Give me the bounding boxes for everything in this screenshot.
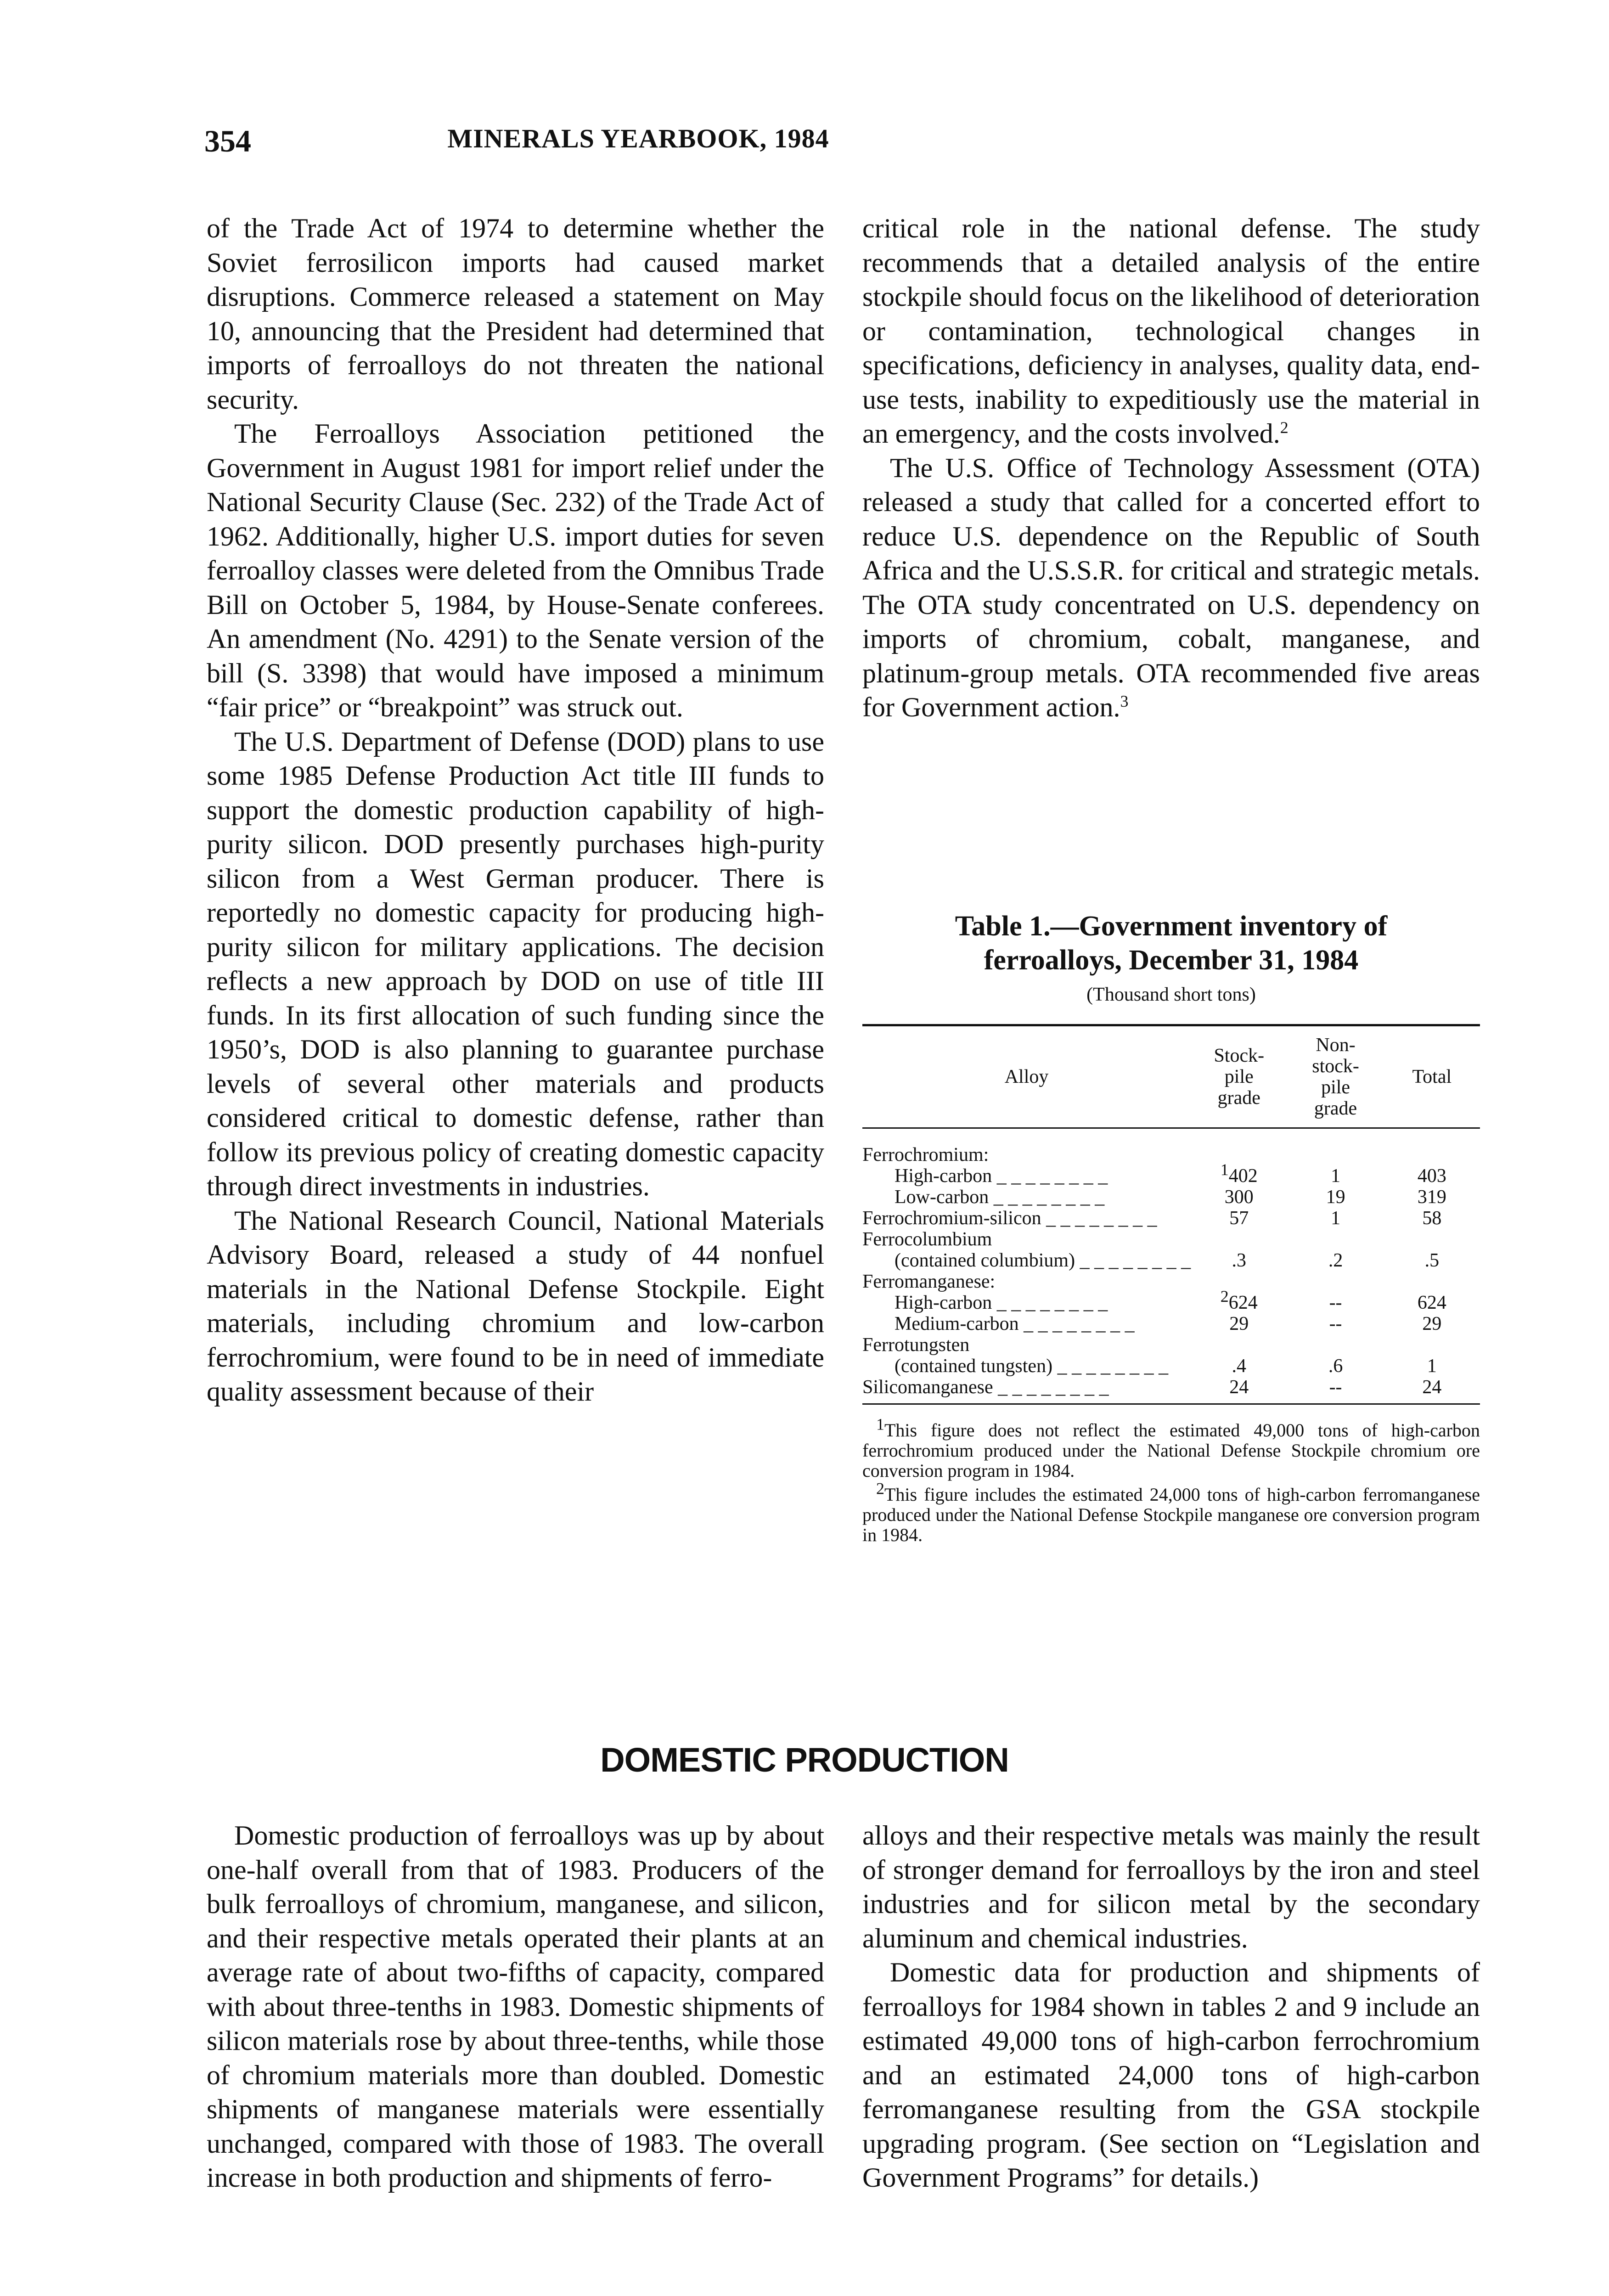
table-block xyxy=(862,909,1480,1549)
cell-value: -- xyxy=(1329,1377,1342,1398)
value-total xyxy=(1384,1250,1480,1271)
dot-leader: _ _ _ _ _ _ _ _ xyxy=(1041,1208,1157,1229)
alloy-cell xyxy=(862,1250,1191,1271)
dot-leader: _ _ _ _ _ _ _ _ xyxy=(1075,1250,1191,1271)
footnote-ref: 2 xyxy=(1280,418,1288,437)
value-stockpile xyxy=(1191,1208,1287,1229)
table-row xyxy=(862,1165,1480,1187)
table-row xyxy=(862,1250,1480,1271)
alloy-name: Ferrochromium: xyxy=(862,1144,989,1165)
footnote-ref: 2 xyxy=(1220,1287,1229,1306)
alloy-name: Ferrotungsten xyxy=(862,1334,970,1356)
table-row xyxy=(862,1187,1480,1208)
paragraph-text: critical role in the national defense. The study recommends that a detailed analysis of the entire stockpile should focus on the likelihood of deterioration or contamination, technological changes in specifications, deficiency in analyses, quality data, end-use tests, inability to expeditiously use the material in an emergency, and the costs involved. xyxy=(862,213,1480,449)
cell-value: 1 xyxy=(1331,1208,1341,1229)
dot-leader: _ _ _ _ _ _ _ _ xyxy=(992,1292,1108,1313)
value-stockpile xyxy=(1191,1356,1287,1377)
paragraph: The Ferroalloys Association petitioned the Government in August 1981 for import relief under the National Security Clause (Sec. 232) of the Trade Act of 1962. Additionally, higher U.S. import duties for seven ferroalloy classes were deleted from the Omnibus Trade Bill on October 5, 1984, by House-Senate conferees. An amendment (No. 4291) to the Senate version of the bill (S. 3398) that would have imposed a minimum “fair price” or “breakpoint” was struck out. xyxy=(207,418,824,722)
alloy-cell xyxy=(862,1229,1191,1250)
cell-value: .3 xyxy=(1232,1250,1247,1271)
value-non xyxy=(1288,1334,1384,1356)
page-header xyxy=(204,123,1072,164)
value-non xyxy=(1288,1356,1384,1377)
footnote-text: This figure does not reflect the estimated 49,000 tons of high-carbon ferrochromium produced under the National Defense Stockpile chromium ore conversion program in 1984. xyxy=(862,1420,1480,1481)
alloy-name: Ferrocolumbium xyxy=(862,1229,992,1250)
value-stockpile xyxy=(1191,1313,1287,1334)
value-non xyxy=(1288,1128,1384,1166)
alloy-cell xyxy=(862,1334,1191,1356)
table-title-line: Table 1.—Government inventory of xyxy=(955,911,1388,942)
header-nonstockpile-grade: Non- stock- pile grade xyxy=(1312,1035,1359,1119)
alloy-name: High-carbon xyxy=(895,1292,992,1313)
dot-leader: _ _ _ _ _ _ _ _ xyxy=(989,1187,1105,1208)
alloy-name: (contained tungsten) xyxy=(895,1356,1053,1377)
value-stockpile xyxy=(1191,1334,1287,1356)
alloy-name: High-carbon xyxy=(895,1165,992,1187)
cell-value: .2 xyxy=(1328,1250,1343,1271)
value-non xyxy=(1288,1250,1384,1271)
column-top-right xyxy=(862,211,1480,725)
table-row xyxy=(862,1377,1480,1404)
table-title xyxy=(862,909,1480,977)
value-stockpile xyxy=(1191,1160,1287,1187)
alloy-name: Low-carbon xyxy=(895,1187,989,1208)
dot-leader: _ _ _ _ _ _ _ _ xyxy=(993,1377,1109,1398)
header-stockpile-grade: Stock- pile grade xyxy=(1214,1045,1265,1109)
table-row xyxy=(862,1292,1480,1313)
footnote-mark: 1 xyxy=(876,1415,884,1434)
table-row xyxy=(862,1229,1480,1250)
footnote-ref: 3 xyxy=(1120,692,1129,710)
section-heading: DOMESTIC PRODUCTION xyxy=(600,1741,1009,1779)
value-non xyxy=(1288,1313,1384,1334)
value-non xyxy=(1288,1165,1384,1187)
value-stockpile xyxy=(1191,1377,1287,1404)
cell-value: 300 xyxy=(1224,1187,1254,1208)
alloy-cell xyxy=(862,1271,1191,1292)
table-row xyxy=(862,1271,1480,1292)
alloy-cell xyxy=(862,1128,1191,1166)
alloy-cell xyxy=(862,1187,1191,1208)
cell-value: 24 xyxy=(1422,1377,1442,1398)
value-total xyxy=(1384,1208,1480,1229)
table-footnotes xyxy=(862,1415,1480,1545)
header-total: Total xyxy=(1412,1066,1452,1087)
cell-value: 402 xyxy=(1228,1165,1258,1187)
alloy-name: Medium-carbon xyxy=(895,1313,1019,1334)
paragraph: Domestic production of ferroalloys was up by about one-half overall from that of 1983. Producers of the bulk ferroalloys of chromium, manganese, and silicon, and their respective metals operated their plants at an average rate of about two-fifths of capacity, compared with about three-tenths in 1983. Domestic shipments of silicon materials rose by about three-tenths, while those of chromium materials more than doubled. Domestic shipments of manganese materials were essentially unchanged, compared with those of 1983. The overall increase in both production and shipments of ferro- xyxy=(207,1820,824,2193)
value-non xyxy=(1288,1292,1384,1313)
dot-leader: _ _ _ _ _ _ _ _ xyxy=(992,1165,1108,1187)
paragraph xyxy=(862,211,1480,451)
value-non xyxy=(1288,1271,1384,1292)
running-title: MINERALS YEARBOOK, 1984 xyxy=(447,124,829,153)
value-stockpile xyxy=(1191,1229,1287,1250)
value-total xyxy=(1384,1128,1480,1166)
page-number: 354 xyxy=(204,124,251,158)
value-non xyxy=(1288,1229,1384,1250)
footnote-text: This figure includes the estimated 24,000 tons of high-carbon ferromanganese produced under the National Defense Stockpile manganese ore conversion program in 1984. xyxy=(862,1484,1480,1545)
column-top-left xyxy=(207,211,824,1409)
value-total xyxy=(1384,1313,1480,1334)
alloy-name: (contained columbium) xyxy=(895,1250,1075,1271)
footnote-ref: 1 xyxy=(1220,1160,1229,1179)
value-total xyxy=(1384,1377,1480,1404)
inventory-table xyxy=(862,1024,1480,1405)
cell-value: .5 xyxy=(1424,1250,1440,1271)
value-total xyxy=(1384,1165,1480,1187)
paragraph: The National Research Council, National Materials Advisory Board, released a study of 44 nonfuel materials in the National Defense Stockpile. Eight materials, including chromium and low-carbon ferrochromium, were found to be in need of immediate quality assessment because of their xyxy=(207,1205,824,1407)
alloy-cell xyxy=(862,1377,1191,1404)
table-subtitle: (Thousand short tons) xyxy=(1086,984,1256,1005)
cell-value: 319 xyxy=(1417,1187,1446,1208)
alloy-name: Ferrochromium-silicon xyxy=(862,1208,1041,1229)
cell-value: 57 xyxy=(1229,1208,1249,1229)
cell-value: 58 xyxy=(1422,1208,1442,1229)
paragraph: alloys and their respective metals was mainly the result of stronger demand for ferroalloys by the iron and steel industries and for silicon metal by the secondary aluminum and chemical industries. xyxy=(862,1820,1480,1953)
table-row xyxy=(862,1208,1480,1229)
cell-value: 29 xyxy=(1422,1313,1442,1334)
table-row xyxy=(862,1334,1480,1356)
alloy-name: Silicomanganese xyxy=(862,1377,993,1398)
cell-value: 19 xyxy=(1326,1187,1345,1208)
alloy-cell xyxy=(862,1356,1191,1377)
table-row xyxy=(862,1356,1480,1377)
table-body xyxy=(862,1128,1480,1404)
column-bottom-left xyxy=(207,1818,824,2195)
alloy-cell xyxy=(862,1313,1191,1334)
value-total xyxy=(1384,1187,1480,1208)
cell-value: 29 xyxy=(1229,1313,1249,1334)
alloy-cell xyxy=(862,1292,1191,1313)
cell-value: 24 xyxy=(1229,1377,1249,1398)
column-bottom-right xyxy=(862,1818,1480,2195)
value-stockpile xyxy=(1191,1250,1287,1271)
footnote-mark: 2 xyxy=(876,1479,884,1498)
table-footnote xyxy=(862,1415,1480,1481)
dot-leader: _ _ _ _ _ _ _ _ xyxy=(1018,1313,1135,1334)
table-row xyxy=(862,1313,1480,1334)
value-non xyxy=(1288,1187,1384,1208)
paragraph: Domestic data for production and shipments of ferroalloys for 1984 shown in tables 2 and 9 include an estimated 49,000 tons of high-carbon ferrochromium and an estimated 24,000 tons of high-carbon ferromanganese resulting from the GSA stockpile upgrading program. (See section on “Legislation and Government Programs” for details.) xyxy=(862,1957,1480,2193)
paragraph xyxy=(862,451,1480,725)
value-stockpile xyxy=(1191,1287,1287,1313)
paragraph-text: The U.S. Office of Technology Assessment (OTA) released a study that called for a concerted effort to reduce U.S. dependence on the Republic of South Africa and the U.S.S.R. for critical and strategic metals. The OTA study concentrated on U.S. dependency on imports of chromium, cobalt, manganese, and platinum-group metals. OTA recommended five areas for Government action. xyxy=(862,452,1480,722)
cell-value: -- xyxy=(1329,1292,1342,1313)
header-alloy: Alloy xyxy=(1004,1066,1049,1087)
cell-value: 1 xyxy=(1331,1165,1341,1187)
cell-value: .6 xyxy=(1328,1356,1343,1377)
alloy-cell xyxy=(862,1208,1191,1229)
value-stockpile xyxy=(1191,1271,1287,1292)
dot-leader: _ _ _ _ _ _ _ _ xyxy=(1052,1356,1169,1377)
value-stockpile xyxy=(1191,1128,1287,1166)
cell-value: .4 xyxy=(1232,1356,1247,1377)
value-total xyxy=(1384,1229,1480,1250)
cell-value: 624 xyxy=(1228,1292,1258,1313)
value-total xyxy=(1384,1271,1480,1292)
alloy-name: Ferromanganese: xyxy=(862,1271,996,1292)
paragraph: The U.S. Department of Defense (DOD) plans to use some 1985 Defense Production Act title III funds to support the domestic production capability of high-purity silicon. DOD presently purchases high-purity silicon from a West German producer. There is reportedly no domestic capacity for producing high-purity silicon for military applications. The decision reflects a new approach by DOD on use of title III funds. In its first allocation of such funding since the 1950’s, DOD is also planning to guarantee purchase levels of several other materials and products considered critical to domestic defense, rather than follow its previous policy of creating domestic capacity through direct investments in industries. xyxy=(207,726,824,1201)
value-non xyxy=(1288,1208,1384,1229)
value-total xyxy=(1384,1334,1480,1356)
value-total xyxy=(1384,1356,1480,1377)
alloy-cell xyxy=(862,1165,1191,1187)
table-row xyxy=(862,1128,1480,1166)
paragraph: of the Trade Act of 1974 to determine whether the Soviet ferrosilicon imports had caused market disruptions. Commerce released a statement on May 10, announcing that the President had determined that imports of ferroalloys do not threaten the national security. xyxy=(207,213,824,415)
table-footnote xyxy=(862,1479,1480,1545)
cell-value: -- xyxy=(1329,1313,1342,1334)
table-header-row xyxy=(862,1025,1480,1128)
cell-value: 1 xyxy=(1427,1356,1437,1377)
value-stockpile xyxy=(1191,1187,1287,1208)
cell-value: 624 xyxy=(1417,1292,1446,1313)
table-title-line: ferroalloys, December 31, 1984 xyxy=(984,945,1359,976)
value-total xyxy=(1384,1292,1480,1313)
value-non xyxy=(1288,1377,1384,1404)
cell-value: 403 xyxy=(1417,1165,1446,1187)
